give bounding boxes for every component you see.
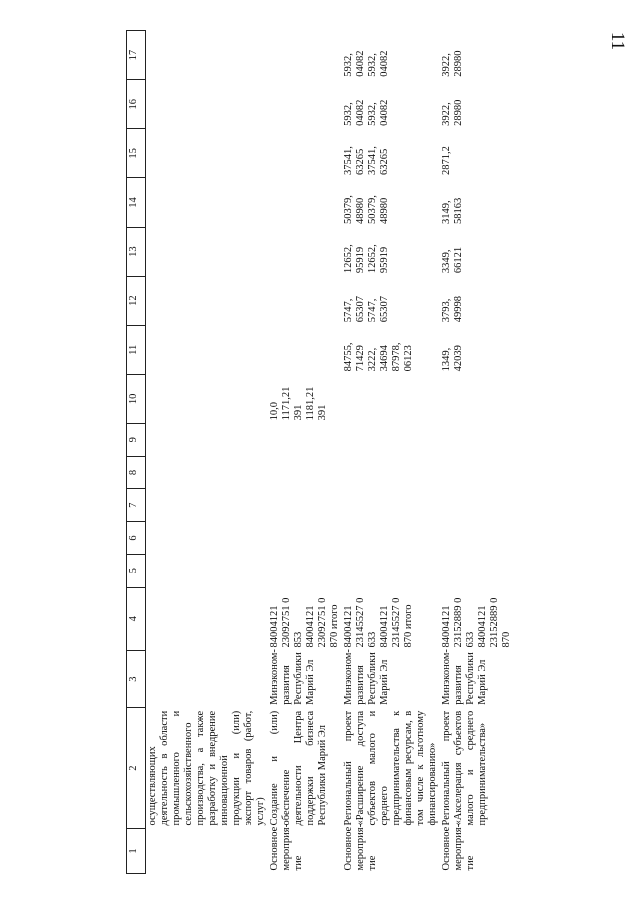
cell-value: 10,0 1171,21 391 1181,21 391 [269, 386, 328, 421]
cell-value [146, 276, 269, 325]
column-header: 10 [127, 374, 146, 423]
cell-empty [146, 423, 269, 456]
cell-code: 84004121 23145527 0 633 84004121 23145527 0 870 итого [343, 597, 414, 648]
column-header: 8 [127, 456, 146, 489]
table-row [146, 31, 269, 874]
cell-empty [268, 423, 342, 456]
cell-name: Региональный проект «Акселерация субъектов малого и среднего предпринимательства» [441, 710, 488, 826]
cell-empty [146, 456, 269, 489]
cell-empty [342, 522, 440, 555]
table-row [342, 31, 440, 874]
column-header: 6 [127, 522, 146, 555]
cell-value [440, 374, 514, 423]
cell-code [146, 587, 269, 650]
cell-empty [342, 423, 440, 456]
cell-value [268, 227, 342, 276]
cell-empty [440, 522, 514, 555]
cell-value [342, 374, 440, 423]
cell-empty [440, 489, 514, 522]
column-header: 16 [127, 80, 146, 129]
cell-type [146, 829, 269, 874]
cell-value [146, 178, 269, 227]
cell-empty [146, 522, 269, 555]
column-header: 5 [127, 554, 146, 587]
cell-value: 3793, 49998 [441, 295, 464, 323]
column-header: 13 [127, 227, 146, 276]
cell-value: 37541, 63265 37541, 63265 [343, 146, 390, 175]
cell-type: Основное мероприя-тие [269, 823, 304, 871]
column-header: 9 [127, 423, 146, 456]
cell-executor: Минэконом-развития Республики Марий Эл [441, 649, 488, 705]
cell-name: Региональный проект «Расширение доступа субъектов малого и среднего предпринимательства к финансовым ресурсам, в том числе к льготному финансированию» [343, 710, 438, 826]
page-number: 11 [606, 31, 628, 51]
cell-empty [342, 489, 440, 522]
cell-executor [146, 651, 269, 708]
cell-value [268, 80, 342, 129]
cell-empty [268, 522, 342, 555]
cell-value [146, 374, 269, 423]
cell-executor: Минэконом-развития Республики Марий Эл [269, 649, 316, 705]
cell-empty [146, 489, 269, 522]
cell-empty [342, 456, 440, 489]
cell-value [146, 227, 269, 276]
cell-type: Основное мероприя-тие [343, 823, 378, 871]
cell-type: Основное мероприя-тие [441, 823, 476, 871]
column-header: 15 [127, 129, 146, 178]
cell-empty [268, 489, 342, 522]
column-header: 14 [127, 178, 146, 227]
column-header: 17 [127, 31, 146, 80]
budget-table [126, 30, 514, 874]
cell-code: 84004121 23152889 0 633 84004121 23152889 0 870 [441, 597, 512, 648]
cell-value [146, 325, 269, 374]
cell-value: 50379, 48980 50379, 48980 [343, 195, 390, 225]
cell-empty [268, 456, 342, 489]
table-row [440, 31, 514, 874]
column-header: 11 [127, 325, 146, 374]
column-header: 12 [127, 276, 146, 325]
cell-value: 3922, 28980 [441, 99, 464, 126]
cell-value [268, 276, 342, 325]
cell-empty [440, 554, 514, 587]
cell-value: 3349, 66121 [441, 246, 464, 274]
cell-executor: Минэконом-развития Республики Марий Эл [343, 649, 390, 705]
cell-value: 12652, 95919 12652, 95919 [343, 244, 390, 274]
cell-value: 1349, 42039 [441, 345, 464, 372]
column-header: 4 [127, 587, 146, 650]
cell-value [146, 80, 269, 129]
cell-empty [268, 554, 342, 587]
cell-value [146, 129, 269, 178]
cell-value: 3149, 58163 [441, 197, 464, 225]
column-header: 7 [127, 489, 146, 522]
cell-value: 3922, 28980 [441, 50, 464, 77]
cell-code: 84004121 23092751 0 853 84004121 23092751 0 870 итого [269, 597, 340, 648]
cell-empty [342, 554, 440, 587]
cell-name: осуществляющих деятельность в области промышленного и сельскохозяйственного производства, а также разработку и внедрение инновационной продукции и (или) экспорт товаров (работ, услуг) [146, 708, 269, 829]
table-header-row [127, 31, 146, 874]
cell-value: 2871,2 [441, 146, 452, 175]
budget-table-sheet [126, 30, 600, 874]
cell-empty [146, 554, 269, 587]
cell-empty [440, 423, 514, 456]
cell-value [268, 31, 342, 80]
cell-name: Создание и (или) обеспечение деятельности Центра поддержки бизнеса Республики Марий Эл [269, 710, 328, 826]
cell-value: 5747, 65307 5747, 65307 [343, 295, 390, 323]
column-header: 3 [127, 651, 146, 708]
cell-value [268, 178, 342, 227]
column-header: 1 [127, 829, 146, 874]
cell-empty [440, 456, 514, 489]
column-header: 2 [127, 708, 146, 829]
cell-value: 84755, 71429 3222, 34694 87978, 06123 [343, 342, 414, 372]
table-row [268, 31, 342, 874]
cell-value [268, 325, 342, 374]
cell-value [268, 129, 342, 178]
cell-value: 5932, 04082 5932, 04082 [343, 99, 390, 126]
cell-value: 5932, 04082 5932, 04082 [343, 50, 390, 77]
cell-value [146, 31, 269, 80]
